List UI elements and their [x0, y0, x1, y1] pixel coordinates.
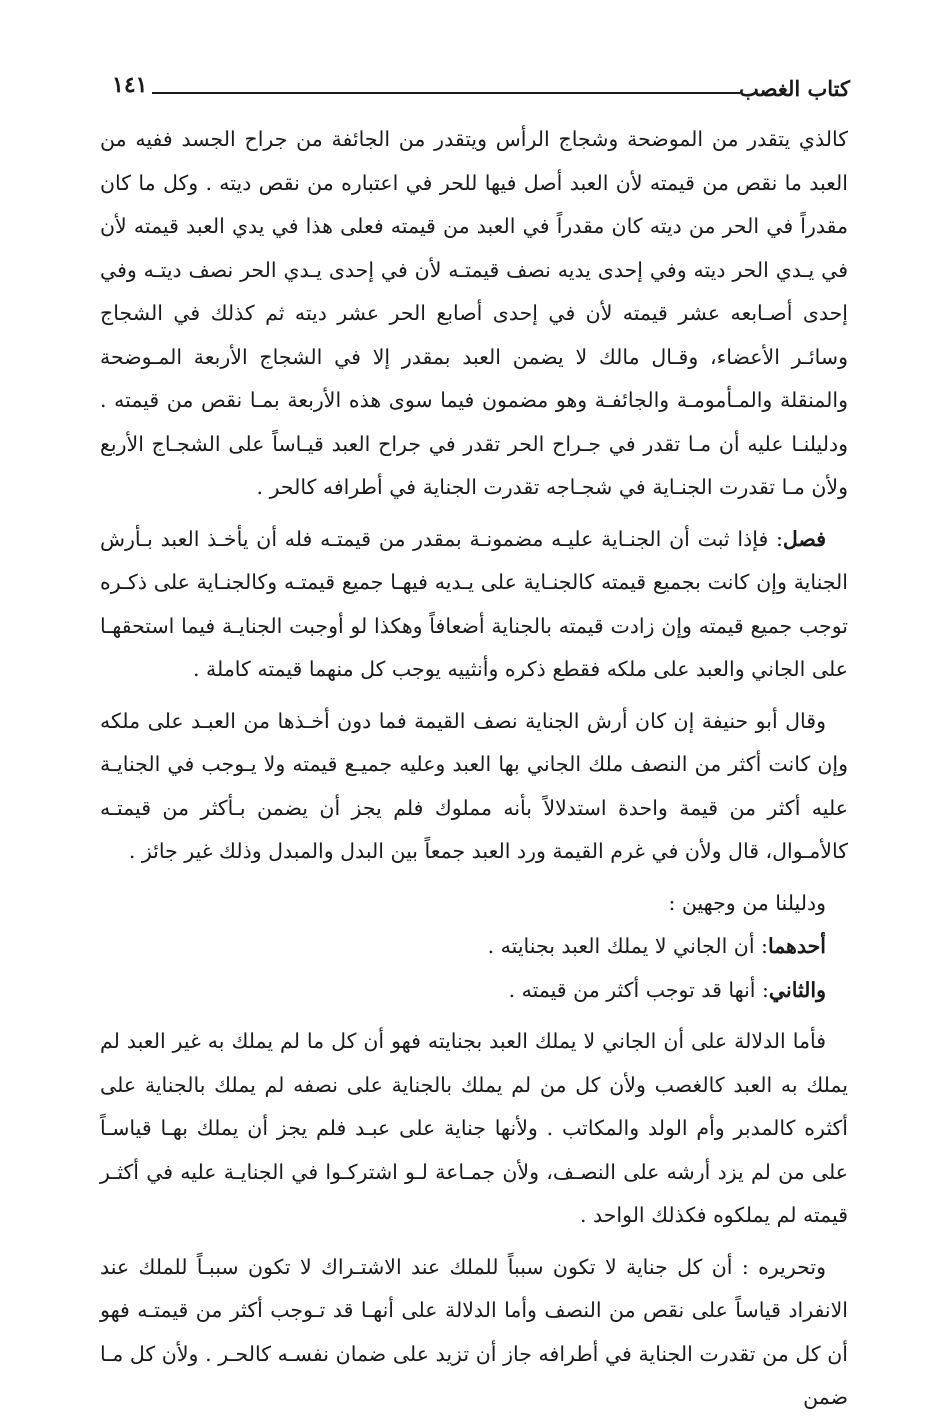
paragraph-text: وتحريره : أن كل جناية لا تكون سبباً للملك عند الاشتـراك لا تكون سببـاً للملك عند الانفراد قياساً على نقص من النصف وأما الدلالة على أنهـا قد تـوجب أكثر من قيمتـه فهو أن كل من تقدرت الجناية في أطرافه جاز أن تزيد على ضمان نفسـه كالحـر . ولأن كل مـا ضمن	[100, 1254, 848, 1409]
item-text: : أن الجاني لا يملك العبد بجنايته .	[487, 934, 768, 958]
list-item-first	[100, 925, 848, 969]
paragraph-text: كالذي يتقدر من الموضحة وشجاج الرأس ويتقدر من الجائفة من جراح الجسد ففيه من العبد ما نقص من قيمته لأن العبد أصل فيها للحر في اعتباره من نقص ديته . وكل ما كان مقدراً في الحر من ديته كان مقدراً في العبد من قيمته فعلى هذا في يدي العبد قيمته لأن في يـدي الحر ديته وفي إحدى يديه نصف قيمتـه لأن في إحدى يـدي الحر نصف ديتـه وفي إحدى أصـابعه عشر قيمته لأن في إحدى أصابع الحر عشر ديته ثم كذلك في الشجاج وسائـر الأعضاء، وقـال مالك لا يضمن العبد بمقدر إلا في الشجاج الأربعة المـوضحة والمنقلة والمـأمومـة والجائفـة وهو مضمون فيما سوى هذه الأربعة بمـا نقص من قيمته . ودليلنـا عليه أن مـا تقدر في جـراح الحر تقدر في جراح العبد قيـاساً على الشجـاج الأربع ولأن مـا تقدرت الجنـاية في شجـاجه تقدرت الجناية في أطرافه كالحر .	[100, 127, 848, 499]
paragraph-7	[100, 1020, 848, 1238]
page-body	[100, 118, 848, 1420]
page-number: ١٤١	[112, 72, 148, 98]
section-label: فصل	[782, 526, 826, 551]
item-text: : أنها قد توجب أكثر من قيمته .	[508, 977, 769, 1002]
paragraph-text: وقال أبو حنيفة إن كان أرش الجناية نصف القيمة فما دون أخـذها من العبـد على ملكه وإن كانت أكثر من النصف ملك الجاني بها العبد وعليه جميـع قيمته ولا يـوجب في الجنايـة عليه أكثر من قيمة واحدة استدلالاً بأنه مملوك فلم يجز أن يضمن بـأكثر من قيمتـه كالأمـوال، قال ولأن في غرم القيمة ورد العبد جمعاً بين البدل والمبدل وذلك غير جائز .	[100, 708, 848, 863]
paragraph-text: فأما الدلالة على أن الجاني لا يملك العبد بجنايته فهو أن كل ما لم يملك به غير العبد لم يملك به العبد كالغصب ولأن كل من لم يملك بالجناية على نصفه لم يملك بالجناية على أكثره كالمدبر وأم الولد والمكاتب . ولأنها جناية على عبـد فلم يجز أن يملك بهـا قياسـاً على من لم يزد أرشه على النصـف، ولأن جمـاعة لـو اشتركـوا في الجنايـة عليه في أكثـر قيمته لم يملكوه فكذلك الواحد .	[100, 1029, 848, 1227]
paragraph-8	[100, 1246, 848, 1420]
paragraph-2	[100, 518, 848, 692]
paragraph-4	[100, 882, 848, 926]
page-header	[112, 70, 850, 110]
item-label: والثاني	[768, 977, 826, 1002]
paragraph-text: ودليلنا من وجهين :	[668, 890, 826, 915]
paragraph-text: : فإذا ثبت أن الجنـاية عليـه مضمونـة بمقدر من قيمتـه فله أن يأخـذ العبد بـأرش الجناية وإن كانت بجميع قيمته كالجنـاية على يـديه فيهـا جميع قيمتـه وكالجنـاية على ذكـره توجب جميع قيمته وإن زادت قيمته بالجناية أضعافاً وهكذا لو أوجبت الجنايـة فيما استحقهـا على الجاني والعبد على ملكه فقطع ذكره وأنثييه يوجب كل منهما قيمته كاملة .	[100, 526, 848, 681]
list-item-second	[100, 969, 848, 1013]
chapter-title: كتاب الغصب	[738, 76, 850, 101]
header-rule	[152, 92, 740, 94]
paragraph-1	[100, 118, 848, 510]
item-label: أحدهما	[767, 934, 826, 958]
paragraph-3	[100, 700, 848, 874]
